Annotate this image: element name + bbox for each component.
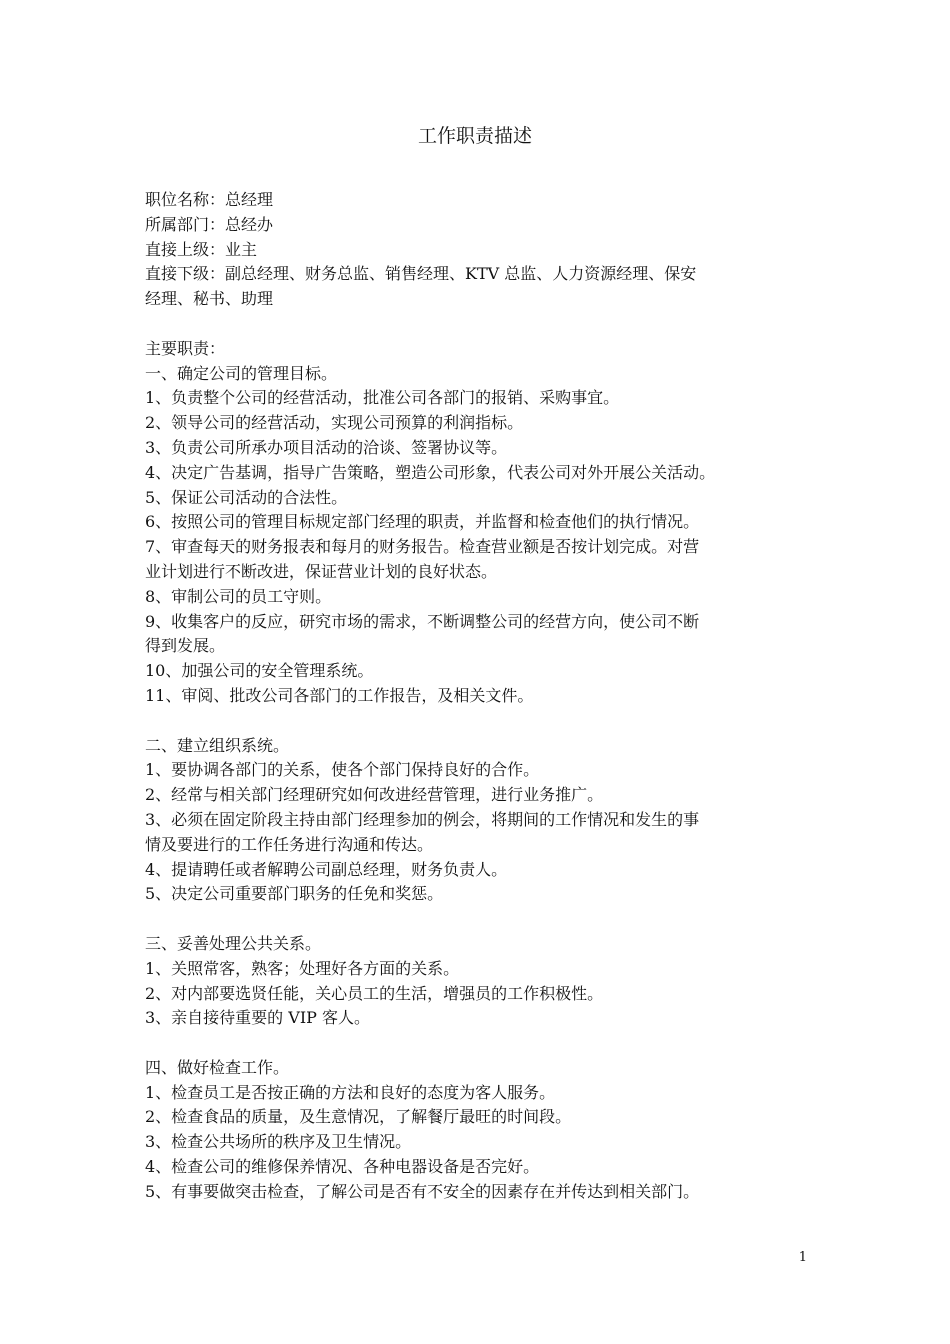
duty-line: 3、负责公司所承办项目活动的洽谈、签署协议等。 <box>145 437 508 457</box>
duty-line: 7、审查每天的财务报表和每月的财务报告。检查营业额是否按计划完成。对营 <box>145 537 700 557</box>
duty-line: 1、检查员工是否按正确的方法和良好的态度为客人服务。 <box>145 1082 556 1102</box>
position-info-block <box>145 188 809 312</box>
duty-line: 4、提请聘任或者解聘公司副总经理，财务负责人。 <box>145 859 508 879</box>
department-line: 所属部门：总经办 <box>145 214 274 234</box>
section-heading: 三、妥善处理公共关系。 <box>145 933 322 953</box>
duty-line: 情及要进行的工作任务进行沟通和传达。 <box>145 834 434 854</box>
position-name-line: 职位名称：总经理 <box>145 190 274 209</box>
duty-line: 2、对内部要选贤任能，关心员工的生活，增强员的工作积极性。 <box>145 983 604 1003</box>
page-number: 1 <box>798 1250 807 1265</box>
duty-line: 4、检查公司的维修保养情况、各种电器设备是否完好。 <box>145 1157 540 1177</box>
section-heading: 二、建立组织系统。 <box>145 735 290 755</box>
direct-subordinates-line-continued: 经理、秘书、助理 <box>145 289 274 309</box>
duty-line: 5、有事要做突击检查，了解公司是否有不安全的因素存在并传达到相关部门。 <box>145 1181 700 1201</box>
document-body <box>145 188 809 1205</box>
duty-line: 9、收集客户的反应，研究市场的需求，不断调整公司的经营方向，使公司不断 <box>145 611 700 631</box>
duty-line: 1、关照常客，熟客；处理好各方面的关系。 <box>145 958 460 978</box>
duty-line: 2、检查食品的质量，及生意情况，了解餐厅最旺的时间段。 <box>145 1107 572 1127</box>
duty-line: 3、必须在固定阶段主持由部门经理参加的例会，将期间的工作情况和发生的事 <box>145 809 700 829</box>
duties-heading: 主要职责： <box>145 338 226 358</box>
duty-line: 得到发展。 <box>145 636 226 656</box>
section-heading: 一、确定公司的管理目标。 <box>145 363 338 383</box>
duty-line: 1、负责整个公司的经营活动，批准公司各部门的报销、采购事宜。 <box>145 388 620 408</box>
direct-superior-line: 直接上级：业主 <box>145 239 258 259</box>
duty-line: 5、保证公司活动的合法性。 <box>145 487 348 507</box>
duty-line: 2、领导公司的经营活动，实现公司预算的利润指标。 <box>145 413 524 433</box>
paragraph-spacer <box>145 907 809 932</box>
duty-section-3 <box>145 932 809 1031</box>
duty-line: 4、决定广告基调，指导广告策略，塑造公司形象，代表公司对外开展公关活动。 <box>145 462 716 482</box>
duty-line: 业计划进行不断改进，保证营业计划的良好状态。 <box>145 561 498 581</box>
duty-line: 3、检查公共场所的秩序及卫生情况。 <box>145 1132 412 1152</box>
direct-subordinates-line: 直接下级：副总经理、财务总监、销售经理、KTV 总监、人力资源经理、保安 <box>145 264 697 284</box>
duty-line: 2、经常与相关部门经理研究如何改进经营管理，进行业务推广。 <box>145 785 604 805</box>
duty-line: 11、审阅、批改公司各部门的工作报告，及相关文件。 <box>145 685 534 705</box>
document-title: 工作职责描述 <box>417 125 532 147</box>
duty-line: 8、审制公司的员工守则。 <box>145 586 332 606</box>
duty-line: 6、按照公司的管理目标规定部门经理的职责，并监督和检查他们的执行情况。 <box>145 512 700 532</box>
section-heading: 四、做好检查工作。 <box>145 1057 290 1077</box>
paragraph-spacer <box>145 312 809 337</box>
paragraph-spacer <box>145 709 809 734</box>
duty-section-2 <box>145 734 809 908</box>
duty-line: 10、加强公司的安全管理系统。 <box>145 661 374 681</box>
duty-section-1 <box>145 362 809 709</box>
duty-section-4 <box>145 1056 809 1205</box>
paragraph-spacer <box>145 1031 809 1056</box>
duty-line: 1、要协调各部门的关系，使各个部门保持良好的合作。 <box>145 760 540 780</box>
duty-line: 5、决定公司重要部门职务的任免和奖惩。 <box>145 884 444 904</box>
duty-line: 3、亲自接待重要的 VIP 客人。 <box>145 1008 370 1028</box>
